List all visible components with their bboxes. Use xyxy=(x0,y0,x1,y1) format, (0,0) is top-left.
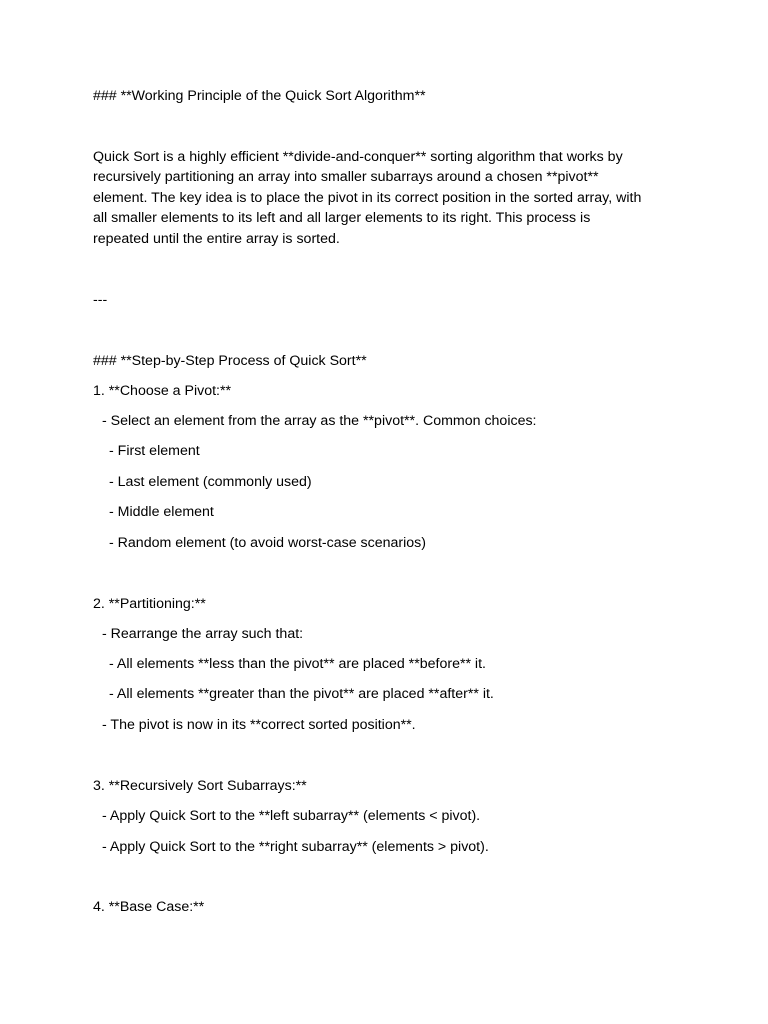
intro-line: element. The key idea is to place the pivot in its correct position in the sorted array, with xyxy=(93,189,642,206)
intro-line: recursively partitioning an array into smaller subarrays around a chosen **pivot** xyxy=(93,169,599,186)
pivot-choice-last: - Last element (commonly used) xyxy=(109,474,312,490)
step-2-description: - Rearrange the array such that: xyxy=(102,626,304,642)
pivot-choice-middle: - Middle element xyxy=(109,504,214,520)
step-3-title: 3. **Recursively Sort Subarrays:** xyxy=(93,778,307,794)
step-2-title: 2. **Partitioning:** xyxy=(93,596,206,612)
step-1-title: 1. **Choose a Pivot:** xyxy=(93,383,232,399)
partition-rule-less: - All elements **less than the pivot** are placed **before** it. xyxy=(109,656,486,672)
intro-paragraph xyxy=(93,147,683,249)
intro-line: repeated until the entire array is sorted. xyxy=(93,230,340,247)
recurse-left: - Apply Quick Sort to the **left subarray** (elements < pivot). xyxy=(102,808,481,824)
partition-rule-greater: - All elements **greater than the pivot** are placed **after** it. xyxy=(109,686,494,702)
recurse-right: - Apply Quick Sort to the **right subarray** (elements > pivot). xyxy=(102,839,489,855)
intro-line: all smaller elements to its left and all larger elements to its right. This process is xyxy=(93,210,591,227)
partition-result: - The pivot is now in its **correct sorted position**. xyxy=(102,717,416,733)
intro-line: Quick Sort is a highly efficient **divide-and-conquer** sorting algorithm that works by xyxy=(93,149,623,165)
pivot-choice-first: - First element xyxy=(109,443,200,459)
step-1-description: - Select an element from the array as the **pivot**. Common choices: xyxy=(102,413,537,429)
horizontal-separator: --- xyxy=(93,292,108,308)
pivot-choice-random: - Random element (to avoid worst-case scenarios) xyxy=(109,535,426,551)
section-heading-step-by-step: ### **Step-by-Step Process of Quick Sort** xyxy=(93,353,367,369)
section-heading-working-principle: ### **Working Principle of the Quick Sort Algorithm** xyxy=(93,88,426,104)
step-4-title: 4. **Base Case:** xyxy=(93,899,205,915)
